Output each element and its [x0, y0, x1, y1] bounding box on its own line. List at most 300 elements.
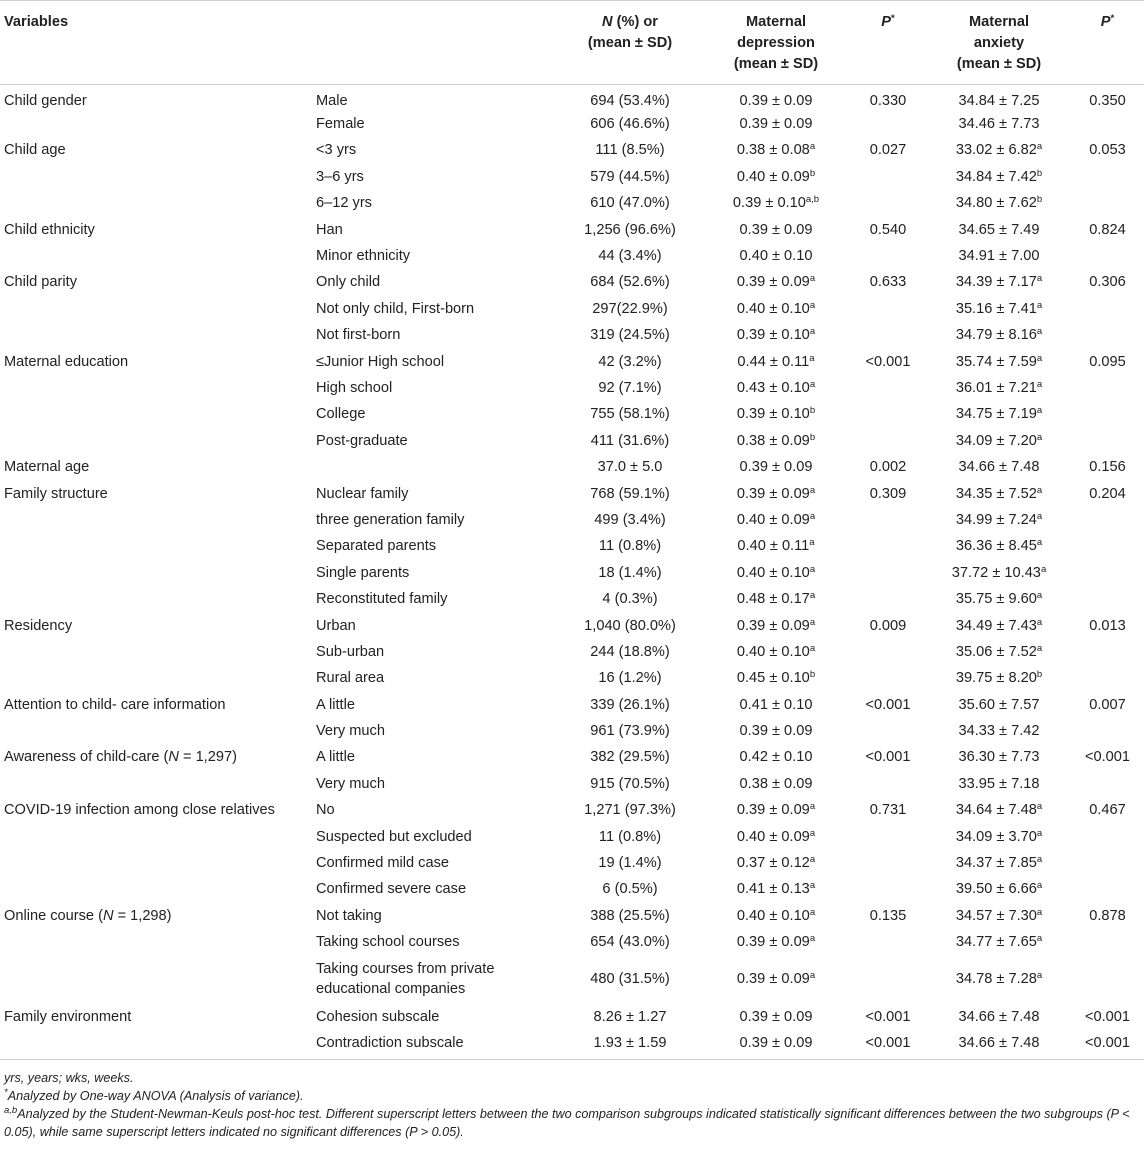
cell-n: 18 (1.4%) [598, 564, 662, 581]
cell-variable [0, 428, 312, 454]
header-p-anxiety: P* [1071, 1, 1144, 85]
cell-depression: $0.39 \pm 0.10^{a,b}$ [732, 194, 820, 212]
cell-variable: COVID-19 infection among close relatives [4, 802, 275, 819]
cell-p-depression [849, 850, 927, 876]
cell-depression: 0.39 ± 0.09$^a$ [736, 970, 816, 988]
cell-anxiety: 35.75 ± 9.60$^a$ [955, 590, 1043, 608]
header-p-depression: P* [849, 1, 927, 85]
footnote-anova: *Analyzed by One-way ANOVA (Analysis of variance). [4, 1087, 304, 1104]
cell-p-anxiety [1071, 876, 1144, 902]
cell-anxiety: 34.09 ± 7.20$^a$ [955, 431, 1043, 449]
cell-p-anxiety: 0.306 [1089, 274, 1126, 291]
cell-subgroup: Confirmed severe case [316, 881, 467, 898]
cell-subgroup: Male [316, 92, 348, 109]
cell-anxiety: 35.74 ± 7.59$^a$ [955, 352, 1043, 370]
table-row [0, 744, 1144, 770]
cell-subgroup: Suspected but excluded [316, 828, 472, 845]
cell-depression: 0.40 ± 0.09$^b$ [736, 167, 816, 185]
cell-depression: 0.41 ± 0.13$^a$ [736, 880, 816, 898]
cell-depression: 0.42 ± 0.10 [739, 749, 813, 766]
table-row [0, 797, 1144, 823]
cell-p-depression: 0.002 [869, 459, 907, 476]
cell-depression: 0.40 ± 0.09$^a$ [736, 827, 816, 845]
cell-anxiety: 34.80 ± 7.62$^b$ [955, 194, 1043, 212]
cell-depression: 0.39 ± 0.09 [739, 92, 813, 109]
cell-p-depression: 0.009 [869, 617, 907, 634]
cell-n: 111 (8.5%) [595, 142, 665, 159]
cell-anxiety: 34.77 ± 7.65$^a$ [955, 933, 1043, 951]
table-row [0, 480, 1144, 506]
header-variables: Variables [0, 1, 312, 85]
cell-variable [0, 718, 312, 744]
cell-subgroup: High school [316, 379, 393, 396]
cell-p-anxiety: <0.001 [1084, 749, 1131, 766]
cell-n: 1,040 (80.0%) [584, 617, 676, 634]
cell-n: 1,256 (96.6%) [584, 221, 676, 238]
table-body [0, 85, 1144, 1057]
cell-n: 319 (24.5%) [590, 327, 670, 344]
cell-depression: 0.39 ± 0.09$^a$ [736, 484, 816, 502]
cell-p-depression [849, 111, 927, 137]
cell-anxiety: 34.39 ± 7.17$^a$ [955, 273, 1043, 291]
cell-p-depression [849, 718, 927, 744]
cell-n: 610 (47.0%) [590, 195, 670, 212]
header-subgroup [312, 1, 557, 85]
cell-p-anxiety [1071, 850, 1144, 876]
cell-variable [0, 190, 312, 216]
cell-p-depression: <0.001 [865, 1034, 911, 1051]
table-row [0, 190, 1144, 216]
cell-depression: 0.40 ± 0.10$^a$ [736, 906, 816, 924]
cell-subgroup: 3–6 yrs [316, 168, 364, 185]
cell-depression: 0.41 ± 0.10 [739, 696, 813, 713]
cell-anxiety: 34.66 ± 7.48 [958, 1034, 1040, 1051]
cell-n: 388 (25.5%) [590, 907, 670, 924]
cell-subgroup: Single parents [316, 564, 410, 581]
table-row [0, 269, 1144, 295]
cell-depression: 0.40 ± 0.11$^a$ [737, 537, 815, 555]
table-row [0, 216, 1144, 242]
cell-p-anxiety: 0.013 [1089, 617, 1126, 634]
cell-p-anxiety [1071, 401, 1144, 427]
cell-n: 684 (52.6%) [590, 274, 670, 291]
cell-variable [0, 243, 312, 269]
cell-n: 499 (3.4%) [594, 511, 666, 528]
cell-n: 961 (73.9%) [590, 723, 670, 740]
table-row [0, 639, 1144, 665]
table-row [0, 718, 1144, 744]
cell-anxiety: 34.91 ± 7.00 [958, 248, 1040, 265]
cell-subgroup: Female [316, 116, 365, 133]
cell-p-anxiety [1071, 718, 1144, 744]
cell-anxiety: 34.37 ± 7.85$^a$ [955, 854, 1043, 872]
cell-subgroup: Post-graduate [316, 432, 408, 449]
cell-subgroup: <3 yrs [316, 142, 357, 159]
cell-p-anxiety [1071, 533, 1144, 559]
cell-anxiety: 34.75 ± 7.19$^a$ [955, 405, 1043, 423]
table-row [0, 348, 1144, 374]
cell-subgroup: Very much [316, 775, 385, 792]
cell-p-anxiety: 0.878 [1089, 907, 1126, 924]
cell-depression: 0.38 ± 0.08$^a$ [736, 141, 816, 159]
table-row [0, 1003, 1144, 1029]
cell-n: 19 (1.4%) [598, 855, 662, 872]
cell-anxiety: 34.57 ± 7.30$^a$ [955, 906, 1043, 924]
cell-subgroup: A little [316, 749, 355, 766]
cell-depression: 0.39 ± 0.09 [739, 459, 813, 476]
cell-anxiety: 39.50 ± 6.66$^a$ [955, 880, 1043, 898]
cell-anxiety: 36.30 ± 7.73 [958, 749, 1040, 766]
cell-p-depression: 0.731 [869, 802, 907, 819]
cell-depression: 0.43 ± 0.10$^a$ [736, 378, 816, 396]
cell-p-depression [849, 507, 927, 533]
cell-n: 11 (0.8%) [598, 538, 662, 555]
cell-anxiety: 36.01 ± 7.21$^a$ [955, 378, 1043, 396]
cell-p-depression: 0.540 [869, 221, 907, 238]
cell-depression: 0.45 ± 0.10$^b$ [736, 669, 816, 687]
cell-variable [0, 929, 312, 955]
table-row [0, 322, 1144, 348]
cell-subgroup: Not first-born [316, 327, 401, 344]
table-row [0, 296, 1144, 322]
cell-p-anxiety [1071, 955, 1144, 1003]
cell-variable: Child age [4, 142, 66, 159]
cell-p-depression: <0.001 [865, 749, 911, 766]
table-row [0, 612, 1144, 638]
cell-variable [0, 533, 312, 559]
cell-p-anxiety [1071, 586, 1144, 612]
table-row [0, 955, 1144, 1003]
cell-anxiety: 34.66 ± 7.48 [958, 1008, 1040, 1025]
cell-subgroup [312, 454, 557, 480]
table-row [0, 929, 1144, 955]
cell-p-anxiety [1071, 929, 1144, 955]
cell-p-anxiety: 0.350 [1089, 92, 1126, 109]
cell-p-depression [849, 771, 927, 797]
cell-anxiety: 39.75 ± 8.20$^b$ [955, 669, 1043, 687]
cell-p-anxiety: 0.053 [1089, 142, 1126, 159]
cell-depression: 0.39 ± 0.10$^a$ [736, 326, 816, 344]
cell-variable [0, 823, 312, 849]
cell-subgroup: Separated parents [316, 538, 437, 555]
cell-variable [0, 111, 312, 137]
cell-p-anxiety: 0.095 [1089, 353, 1126, 370]
cell-depression: 0.39 ± 0.09$^a$ [736, 616, 816, 634]
cell-depression: 0.39 ± 0.09 [739, 221, 813, 238]
cell-p-depression: 0.309 [869, 485, 907, 502]
cell-n: 480 (31.5%) [590, 971, 670, 988]
cell-variable [0, 1030, 312, 1056]
cell-anxiety: 34.84 ± 7.25 [958, 92, 1040, 109]
cell-p-anxiety [1071, 296, 1144, 322]
cell-subgroup: Urban [316, 617, 356, 634]
table-row [0, 903, 1144, 929]
cell-subgroup: Rural area [316, 670, 385, 687]
cell-depression: 0.40 ± 0.10$^a$ [736, 642, 816, 660]
cell-variable [0, 507, 312, 533]
table-row [0, 401, 1144, 427]
cell-subgroup: ≤Junior High school [316, 353, 445, 370]
cell-p-anxiety [1071, 190, 1144, 216]
cell-p-depression [849, 322, 927, 348]
cell-variable [0, 560, 312, 586]
cell-p-depression [849, 533, 927, 559]
cell-depression: 0.39 ± 0.09 [739, 1034, 813, 1051]
cell-depression: 0.39 ± 0.09 [739, 1008, 813, 1025]
cell-subgroup: Minor ethnicity [316, 248, 411, 265]
cell-variable [0, 876, 312, 902]
cell-anxiety: 35.60 ± 7.57 [958, 696, 1040, 713]
cell-subgroup: Not only child, First-born [316, 300, 475, 317]
cell-subgroup: three generation family [316, 511, 465, 528]
header-maternal-depression: Maternal depression (mean ± SD) [703, 1, 849, 85]
cell-n: 654 (43.0%) [590, 934, 670, 951]
cell-p-anxiety: <0.001 [1084, 1008, 1131, 1025]
cell-n: 768 (59.1%) [590, 485, 670, 502]
cell-subgroup: Reconstituted family [316, 591, 448, 608]
table-row [0, 823, 1144, 849]
cell-variable [0, 401, 312, 427]
cell-depression: 0.39 ± 0.09$^a$ [736, 801, 816, 819]
cell-anxiety: 37.72 ± 10.43$^a$ [951, 563, 1047, 581]
cell-subgroup: A little [316, 696, 355, 713]
cell-depression: 0.37 ± 0.12$^a$ [736, 854, 816, 872]
cell-anxiety: 34.49 ± 7.43$^a$ [955, 616, 1043, 634]
cell-p-anxiety [1071, 164, 1144, 190]
cell-depression: 0.40 ± 0.10$^a$ [736, 563, 816, 581]
cell-n: 579 (44.5%) [590, 168, 670, 185]
cell-variable [0, 850, 312, 876]
cell-p-depression [849, 639, 927, 665]
cell-variable [0, 771, 312, 797]
cell-depression: 0.40 ± 0.10 [739, 248, 813, 265]
cell-depression: 0.38 ± 0.09$^b$ [736, 431, 816, 449]
cell-p-anxiety: 0.204 [1089, 485, 1126, 502]
table-header [0, 1, 1144, 85]
header-maternal-anxiety: Maternal anxiety (mean ± SD) [927, 1, 1071, 85]
cell-p-anxiety [1071, 665, 1144, 691]
cell-p-depression [849, 955, 927, 1003]
cell-p-anxiety [1071, 428, 1144, 454]
table-row [0, 586, 1144, 612]
cell-n: 16 (1.2%) [598, 670, 662, 687]
cell-n: 382 (29.5%) [590, 749, 670, 766]
cell-p-anxiety: 0.156 [1089, 459, 1126, 476]
cell-n: 42 (3.2%) [598, 353, 662, 370]
cell-n: 92 (7.1%) [598, 379, 662, 396]
cell-p-depression [849, 243, 927, 269]
cell-n: 4 (0.3%) [602, 591, 658, 608]
cell-subgroup: Not taking [316, 907, 382, 924]
cell-p-depression [849, 876, 927, 902]
table-row [0, 560, 1144, 586]
cell-p-depression: <0.001 [865, 353, 911, 370]
cell-depression: 0.39 ± 0.09 [739, 116, 813, 133]
cell-variable: Maternal age [4, 459, 90, 476]
table-row [0, 876, 1144, 902]
cell-anxiety: 34.78 ± 7.28$^a$ [955, 970, 1043, 988]
cell-p-anxiety: 0.007 [1089, 696, 1126, 713]
cell-p-anxiety: 0.824 [1089, 221, 1126, 238]
cell-anxiety: 34.46 ± 7.73 [958, 116, 1040, 133]
table-row [0, 137, 1144, 163]
cell-anxiety: 33.02 ± 6.82$^a$ [955, 141, 1043, 159]
table-row [0, 375, 1144, 401]
cell-variable: Online course (N = 1,298) [4, 907, 172, 924]
table-row [0, 428, 1144, 454]
table-row [0, 243, 1144, 269]
cell-p-depression [849, 586, 927, 612]
cell-p-depression [849, 560, 927, 586]
cell-p-anxiety [1071, 243, 1144, 269]
cell-p-depression [849, 823, 927, 849]
cell-variable [0, 375, 312, 401]
cell-anxiety: 35.16 ± 7.41$^a$ [955, 299, 1043, 317]
cell-n: 11 (0.8%) [598, 828, 662, 845]
cell-anxiety: 36.36 ± 8.45$^a$ [955, 537, 1043, 555]
cell-depression: 0.48 ± 0.17$^a$ [736, 590, 816, 608]
cell-p-depression [849, 428, 927, 454]
cell-n: 755 (58.1%) [590, 406, 670, 423]
table-row [0, 164, 1144, 190]
cell-p-depression: <0.001 [865, 696, 911, 713]
cell-variable: Family environment [4, 1008, 132, 1025]
cell-n: 1,271 (97.3%) [584, 802, 676, 819]
cell-p-anxiety [1071, 771, 1144, 797]
cell-p-anxiety [1071, 507, 1144, 533]
cell-variable: Residency [4, 617, 73, 634]
table-row [0, 533, 1144, 559]
cell-subgroup: Confirmed mild case [316, 855, 450, 872]
cell-n: 8.26 ± 1.27 [593, 1008, 667, 1025]
cell-p-anxiety: <0.001 [1084, 1034, 1131, 1051]
cell-n: 297(22.9%) [592, 300, 668, 317]
cell-n: 244 (18.8%) [590, 643, 670, 660]
cell-subgroup: Very much [316, 723, 385, 740]
cell-n: 1.93 ± 1.59 [593, 1034, 667, 1051]
cell-variable [0, 639, 312, 665]
cell-anxiety: 34.09 ± 3.70$^a$ [955, 827, 1043, 845]
cell-p-depression: <0.001 [865, 1008, 911, 1025]
cell-subgroup: College [316, 406, 366, 423]
cell-anxiety: 34.65 ± 7.49 [958, 221, 1040, 238]
cell-n: 915 (70.5%) [590, 775, 670, 792]
cell-p-anxiety: 0.467 [1089, 802, 1126, 819]
cell-variable: Child parity [4, 274, 77, 291]
cell-depression: 0.44 ± 0.11$^a$ [737, 352, 815, 370]
table-row [0, 691, 1144, 717]
cell-depression: 0.39 ± 0.09$^a$ [736, 933, 816, 951]
cell-anxiety: 34.99 ± 7.24$^a$ [955, 510, 1043, 528]
cell-p-anxiety [1071, 639, 1144, 665]
cell-variable: Family structure [4, 485, 108, 502]
cell-variable: Awareness of child-care (N = 1,297) [4, 749, 237, 766]
cell-anxiety: 34.64 ± 7.48$^a$ [955, 801, 1043, 819]
cell-n: 37.0 ± 5.0 [597, 459, 663, 476]
cell-depression: 0.40 ± 0.10$^a$ [736, 299, 816, 317]
cell-p-depression [849, 665, 927, 691]
cell-p-depression: 0.027 [869, 142, 907, 159]
cell-variable: Child ethnicity [4, 221, 95, 238]
table-row [0, 771, 1144, 797]
cell-anxiety: 34.66 ± 7.48 [958, 459, 1040, 476]
cell-p-anxiety [1071, 560, 1144, 586]
cell-anxiety: 34.84 ± 7.42$^b$ [955, 167, 1043, 185]
table-row [0, 1030, 1144, 1056]
cell-subgroup: Cohesion subscale [316, 1008, 440, 1025]
cell-p-anxiety [1071, 111, 1144, 137]
cell-n: 411 (31.6%) [590, 432, 670, 449]
cell-subgroup: No [316, 802, 335, 819]
cell-n: 339 (26.1%) [590, 696, 670, 713]
cell-anxiety: 35.06 ± 7.52$^a$ [955, 642, 1043, 660]
cell-variable: Attention to child- care information [4, 696, 226, 713]
header-n: N (%) or (mean ± SD) [557, 1, 703, 85]
cell-p-anxiety [1071, 375, 1144, 401]
cell-n: 6 (0.5%) [602, 881, 658, 898]
cell-subgroup: 6–12 yrs [316, 195, 372, 212]
cell-depression: 0.40 ± 0.09$^a$ [736, 510, 816, 528]
cell-p-anxiety [1071, 823, 1144, 849]
footnote-snk: $^{a,b}$Analyzed by the Student-Newman-Keuls post-hoc test. Different superscript letters between the two comparison subgroups indicated statistically significant differences between the two subgroups (P < 0.05), while same superscript letters indicated no significant differences (P > 0.05). [4, 1105, 1130, 1140]
cell-p-depression [849, 929, 927, 955]
cell-n: 44 (3.4%) [598, 248, 662, 265]
cell-p-depression [849, 401, 927, 427]
table-row [0, 850, 1144, 876]
cell-p-depression: 0.633 [869, 274, 907, 291]
cell-p-depression [849, 164, 927, 190]
cell-variable [0, 296, 312, 322]
cell-anxiety: 34.33 ± 7.42 [958, 723, 1040, 740]
cell-subgroup: Sub-urban [316, 643, 385, 660]
cell-variable [0, 665, 312, 691]
table-row [0, 507, 1144, 533]
cell-subgroup: Taking school courses [316, 934, 460, 951]
cell-subgroup: Contradiction subscale [316, 1034, 464, 1051]
cell-p-depression [849, 190, 927, 216]
cell-n: 606 (46.6%) [590, 116, 670, 133]
cell-variable: Child gender [4, 92, 87, 109]
cell-subgroup: Nuclear family [316, 485, 409, 502]
cell-anxiety: 34.35 ± 7.52$^a$ [955, 484, 1043, 502]
cell-anxiety: 33.95 ± 7.18 [958, 775, 1040, 792]
cell-variable: Maternal education [4, 353, 129, 370]
cell-subgroup: Han [316, 221, 343, 238]
cell-p-depression: 0.330 [869, 92, 907, 109]
cell-variable [0, 164, 312, 190]
table-row [0, 111, 1144, 137]
cell-variable [0, 955, 312, 1003]
cell-p-depression [849, 375, 927, 401]
footnote-abbreviations: yrs, years; wks, weeks. [4, 1071, 134, 1086]
table-bottom-rule [0, 1059, 1144, 1060]
cell-variable [0, 586, 312, 612]
cell-depression: 0.38 ± 0.09 [739, 775, 813, 792]
cell-p-depression [849, 296, 927, 322]
table-row [0, 454, 1144, 480]
cell-n: 694 (53.4%) [590, 92, 670, 109]
table-row [0, 85, 1144, 111]
cell-depression: 0.39 ± 0.09$^a$ [736, 273, 816, 291]
table-footnotes [4, 1069, 1140, 1141]
cell-subgroup: Only child [316, 274, 381, 291]
cell-anxiety: 34.79 ± 8.16$^a$ [955, 326, 1043, 344]
cell-p-depression: 0.135 [869, 907, 907, 924]
cell-p-anxiety [1071, 322, 1144, 348]
cell-depression: 0.39 ± 0.10$^b$ [736, 405, 816, 423]
cell-depression: 0.39 ± 0.09 [739, 723, 813, 740]
table-row [0, 665, 1144, 691]
